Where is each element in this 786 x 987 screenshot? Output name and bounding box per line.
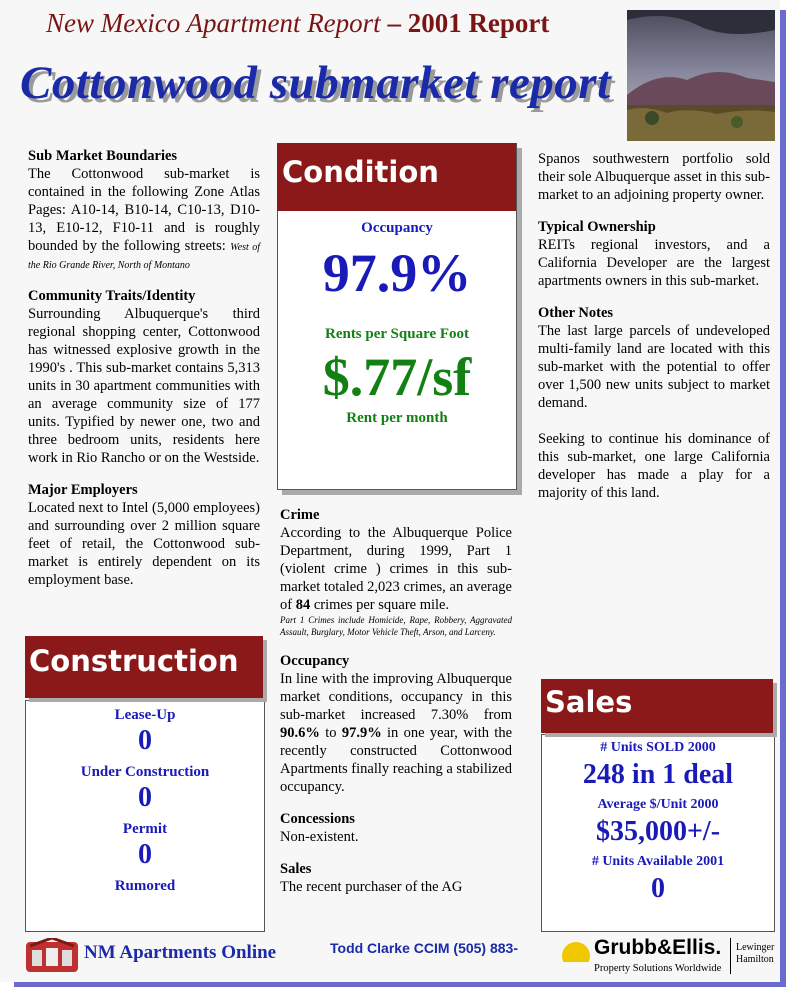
avg-price-value: $35,000+/-	[595, 816, 721, 847]
partner-name	[736, 942, 774, 966]
rumored-label: Rumored	[114, 878, 176, 894]
right-column	[538, 150, 770, 502]
concessions-text: Non-existent.	[280, 829, 359, 845]
report-year: – 2001 Report	[380, 8, 550, 38]
brand-tagline: Property Solutions Worldwide	[594, 963, 722, 974]
ownership-heading: Typical Ownership	[538, 219, 656, 235]
occupancy-heading: Occupancy	[280, 653, 350, 669]
occupancy-from: 90.6%	[280, 725, 320, 741]
crime-heading: Crime	[280, 507, 320, 523]
notes-heading: Other Notes	[538, 305, 614, 321]
avg-price-label: Average $/Unit 2000	[597, 797, 719, 812]
under-construction-value: 0	[138, 782, 152, 813]
report-name: New Mexico Apartment Report	[46, 8, 381, 38]
permit-value: 0	[138, 839, 152, 870]
crime-body: According to the Albuquerque Police Department, during 1999, Part 1 (violent crime ) crimes in this sub-market totaled 2,023 crimes, an average of	[280, 525, 512, 613]
contact-info: Todd Clarke CCIM (505) 883-	[330, 940, 519, 956]
boundaries-heading: Sub Market Boundaries	[28, 148, 178, 164]
ownership-text: REITs regional investors, and a California Developer are the largest apartments owners in this sub-market.	[538, 237, 770, 289]
lease-up-label: Lease-Up	[114, 707, 176, 723]
nm-apartments-link[interactable]: NM Apartments Online	[84, 942, 277, 963]
condition-title: Condition	[282, 155, 439, 189]
concessions-heading: Concessions	[280, 811, 355, 827]
sales-box	[541, 734, 775, 932]
partner-name-2: Hamilton	[736, 954, 774, 965]
brand-name: Grubb&Ellis.	[594, 936, 722, 959]
occupancy-to: 97.9%	[341, 725, 382, 741]
middle-column	[280, 506, 512, 896]
partner-name-1: Lewinger	[736, 942, 775, 953]
construction-title: Construction	[29, 644, 239, 678]
employers-heading: Major Employers	[28, 482, 138, 498]
occupancy-to-word: to	[325, 725, 337, 741]
landscape-photo	[627, 10, 775, 141]
construction-header	[25, 636, 263, 698]
boundaries-text	[28, 165, 260, 273]
rent-sf-label: Rents per Square Foot	[324, 326, 470, 342]
sales-continued-text: Spanos southwestern portfolio sold their sole Albuquerque asset in this sub-market to an adjoining property owner.	[538, 151, 770, 203]
boundaries-streets: West of the Rio Grande River, North of Montano	[28, 242, 261, 271]
units-available-label: # Units Available 2001	[591, 854, 725, 869]
nm-apartments-logo	[26, 938, 78, 972]
crime-text	[280, 524, 512, 614]
traits-text: Surrounding Albuquerque's third regional shopping center, Cottonwood has witnessed explosive growth in the 1990's . This sub-market contains 5,313 units in 30 apartment communities with an average community size of 177 units. Typified by newer one, two and three bedroom units, residents here work in Rio Rancho or on the Westside.	[28, 306, 260, 466]
brand-divider	[730, 938, 731, 974]
units-sold-value: 248 in 1 deal	[582, 759, 734, 790]
units-sold-label: # Units SOLD 2000	[600, 740, 716, 755]
traits-heading: Community Traits/Identity	[28, 288, 196, 304]
boundaries-body: The Cottonwood sub-market is contained in the following Zone Atlas Pages: A10-14, B10-14, C10-13, D10-13, E10-12, F10-11 and is roughly bounded by the following streets:	[28, 166, 260, 254]
sales-text: The recent purchaser of the AG	[280, 879, 463, 895]
occupancy-body-end: in one year, with the recently constructed Cottonwood Apartments finally reaching a stabilized occupancy.	[280, 725, 513, 795]
rent-month-label: Rent per month	[346, 410, 448, 426]
under-construction-label: Under Construction	[80, 764, 210, 780]
notes-text-2: Seeking to continue his dominance of this sub-market, one large California developer has made a play for a majority of this land.	[538, 431, 770, 501]
left-column	[28, 147, 260, 589]
report-header	[46, 8, 549, 39]
sales-title: Sales	[545, 685, 633, 719]
rent-sf-value: $.77/sf	[322, 347, 472, 407]
occupancy-text	[280, 670, 512, 796]
permit-label: Permit	[122, 821, 168, 837]
page-shadow-bottom	[14, 982, 786, 987]
sales-heading: Sales	[280, 861, 312, 877]
notes-text: The last large parcels of undeveloped multi-family land are located with this sub-market with the potential to offer over 1,500 new units subject to market demand.	[538, 323, 770, 411]
page-title: Cottonwood submarket report	[20, 57, 611, 109]
sales-header	[541, 679, 773, 733]
units-available-value: 0	[651, 873, 665, 904]
crime-number: 84	[295, 597, 311, 613]
page-shadow	[780, 10, 786, 987]
condition-box	[277, 143, 517, 490]
lease-up-value: 0	[138, 725, 152, 756]
employers-text: Located next to Intel (5,000 employees) and surrounding over 2 million square feet of retail, the Cottonwood sub-market is entirely dependent on its employment base.	[28, 500, 260, 588]
occupancy-value: 97.9%	[322, 243, 472, 303]
sun-icon	[558, 936, 594, 970]
crime-body-end: crimes per square mile.	[313, 597, 450, 613]
condition-header	[277, 143, 516, 211]
construction-box	[25, 700, 265, 932]
occupancy-body: In line with the improving Albuquerque market conditions, occupancy in this sub-market increased 7.30% from	[280, 671, 512, 723]
occupancy-label: Occupancy	[361, 220, 433, 236]
crime-footnote: Part 1 Crimes include Homicide, Rape, Robbery, Aggravated Assault, Burglary, Motor Vehicle Theft, Arson, and Larceny.	[280, 615, 512, 637]
